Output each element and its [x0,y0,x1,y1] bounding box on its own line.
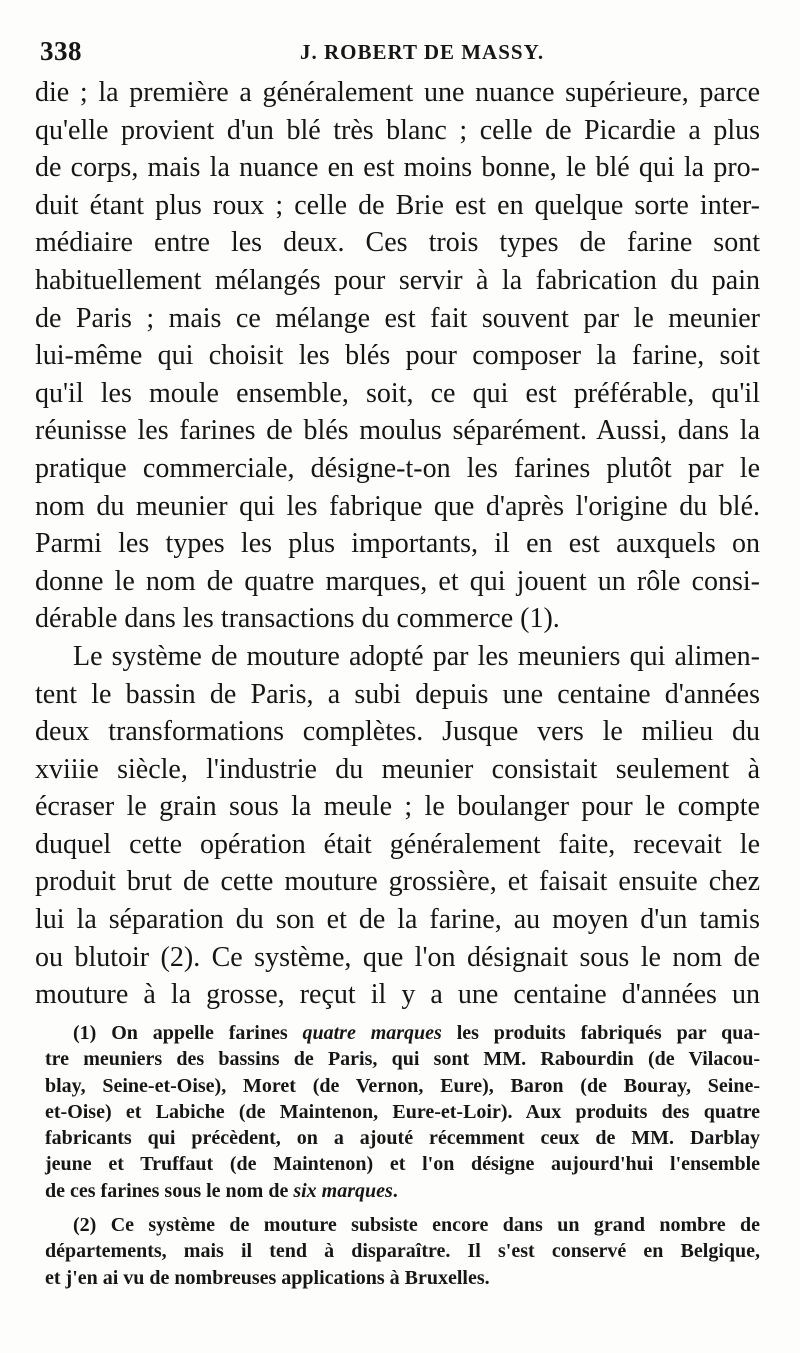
text-line: mouture à la grosse, reçut il y a une centaine d'années un [35,979,760,1011]
page-header [40,36,760,66]
footnote-line: et j'en ai vu de nombreuses applications à Bruxelles. [45,1266,490,1289]
footnote-text: . [392,1179,398,1202]
text-line: donne le nom de quatre marques, et qui jouent un rôle consi- [35,565,760,597]
text-line: réunisse les farines de blés moulus séparément. Aussi, dans la [35,415,760,447]
text-line: qu'il les moule ensemble, soit, ce qui est préférable, qu'il [35,377,760,409]
text-line: pratique commerciale, désigne-t-on les farines plutôt par le [35,452,760,484]
text-line: nom du meunier qui les fabrique que d'après l'origine du blé. [35,490,760,522]
text-line: médiaire entre les deux. Ces trois types de farine sont [35,227,760,259]
text-line: tent le bassin de Paris, a subi depuis une centaine d'années [35,678,760,710]
text-line: xviiie siècle, l'industrie du meunier consistait seulement à [35,753,760,785]
text-line: Parmi les types les plus importants, il en est auxquels on [35,528,760,560]
text-line: deux transformations complètes. Jusque vers le milieu du [35,716,760,748]
text-line: dérable dans les transactions du commerce (1). [35,603,560,635]
text-line: lui la séparation du son et de la farine, au moyen d'un tamis [35,904,760,936]
running-head: J. ROBERT DE MASSY. [300,40,545,64]
footnote-text: (1) On appelle farines [73,1022,303,1044]
text-line: Le système de mouture adopté par les meuniers qui alimen- [73,640,760,672]
footnotes [45,1020,760,1291]
text-line: ou blutoir (2). Ce système, que l'on désignait sous le nom de [35,941,760,973]
footnote-gap [45,1204,760,1212]
footnote-line: tre meuniers des bassins de Paris, qui sont MM. Rabourdin (de Vilacou- [45,1048,760,1071]
text-line: die ; la première a généralement une nuance supérieure, parce [35,77,760,108]
page-number: 338 [40,36,82,66]
text-line: duit étant plus roux ; celle de Brie est en quelque sorte inter- [35,189,760,221]
text-line: lui-même qui choisit les blés pour composer la farine, soit [35,340,760,372]
text-line: de corps, mais la nuance en est moins bonne, le blé qui la pro- [35,152,760,184]
text-line: qu'elle provient d'un blé très blanc ; celle de Picardie a plus [35,114,760,146]
footnote-line: départements, mais il tend à disparaître. Il s'est conservé en Belgique, [45,1240,760,1263]
footnote-italic-term: six marques [293,1179,393,1202]
footnote-2 [45,1212,760,1291]
footnote-italic-term: quatre marques [302,1022,442,1044]
text-line: de Paris ; mais ce mélange est fait souvent par le meunier [35,302,760,334]
body-text [35,74,760,1014]
text-line: habituellement mélangés pour servir à la fabrication du pain [35,264,760,296]
text-line: produit brut de cette mouture grossière, et faisait ensuite chez [35,866,760,898]
footnote-line: (2) Ce système de mouture subsiste encore dans un grand nombre de [73,1214,760,1237]
footnote-text: les produits fabriqués par qua- [441,1022,760,1044]
footnote-line [45,1178,760,1204]
text-line: duquel cette opération était généralement faite, recevait le [35,828,760,860]
footnote-line [45,1020,760,1046]
footnote-text: de ces farines sous le nom de [45,1179,294,1202]
footnote-line: jeune et Truffaut (de Maintenon) et l'on désigne aujourd'hui l'ensemble [45,1153,760,1176]
footnote-line: blay, Seine-et-Oise), Moret (de Vernon, Eure), Baron (de Bouray, Seine- [45,1074,760,1097]
footnote-line: fabricants qui précèdent, on a ajouté récemment ceux de MM. Darblay [45,1127,760,1150]
footnote-1 [45,1020,760,1204]
text-line: écraser le grain sous la meule ; le boulanger pour le compte [35,791,760,823]
footnote-line: et-Oise) et Labiche (de Maintenon, Eure-et-Loir). Aux produits des quatre [45,1100,760,1123]
